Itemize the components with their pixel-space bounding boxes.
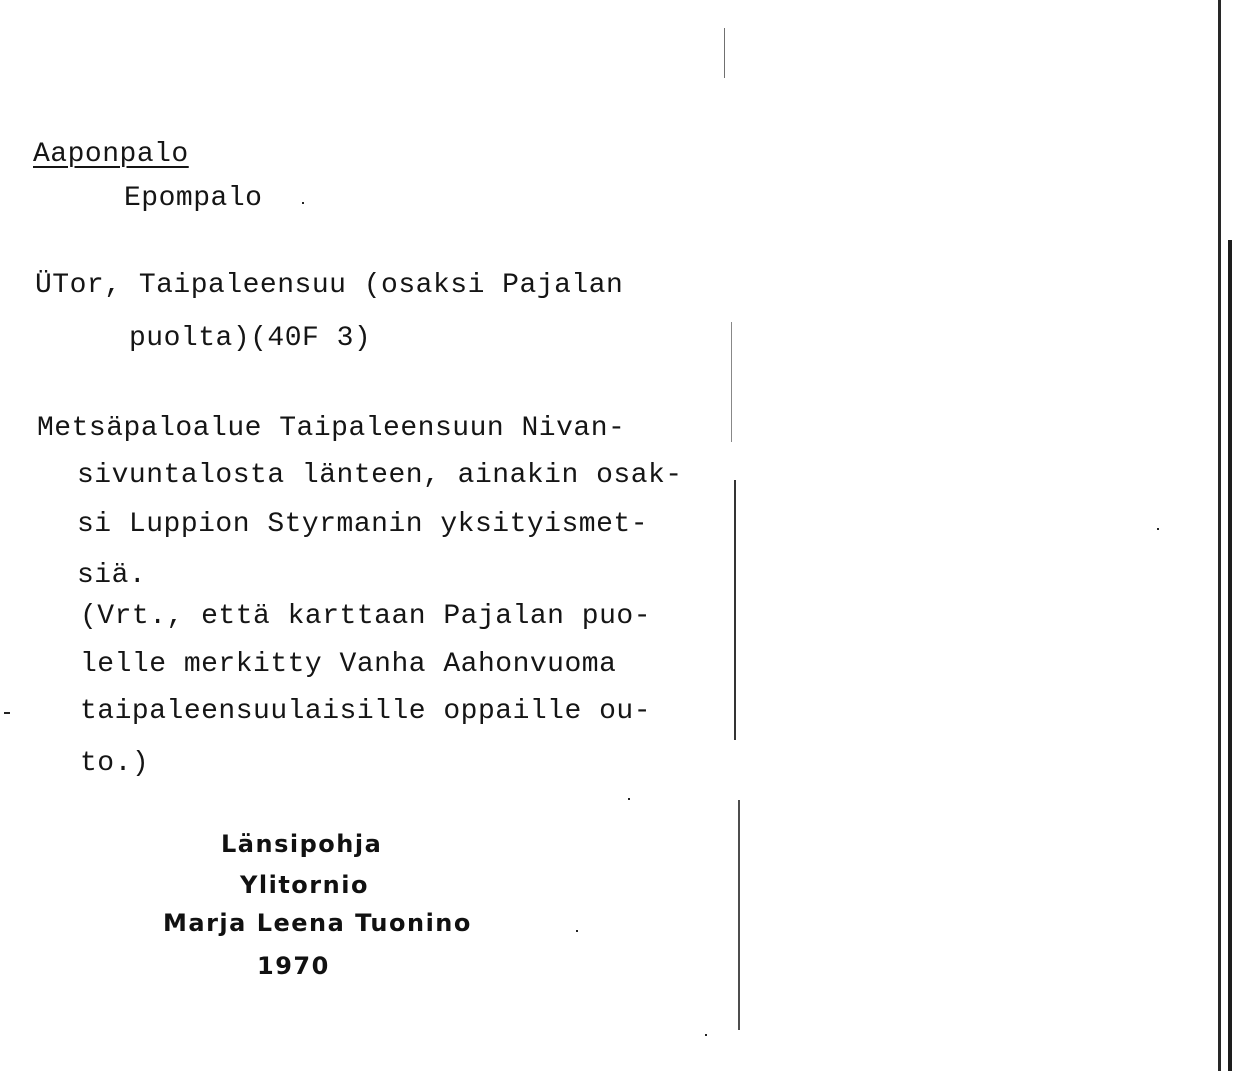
stamp-year: 1970 (257, 952, 330, 980)
location-line-2: puolta)(40F 3) (129, 323, 372, 354)
stamp-region: Länsipohja (221, 830, 383, 858)
fold-line-bottom (738, 800, 740, 1030)
description-line-8: to.) (80, 748, 150, 779)
speck (576, 930, 578, 932)
description-line-5: (Vrt., että karttaan Pajalan puo- (80, 601, 651, 632)
card-edge-shadow (1228, 240, 1232, 1071)
fold-line-lower (734, 480, 736, 740)
fold-line-mid (731, 322, 732, 442)
description-line-7: taipaleensuulaisille oppaille ou- (80, 696, 651, 727)
stamp-collector: Marja Leena Tuonino (163, 909, 472, 937)
description-line-4: siä. (77, 560, 147, 591)
speck (628, 798, 630, 800)
stamp-parish: Ylitornio (240, 871, 369, 899)
description-line-3: si Luppion Styrmanin yksityismet- (77, 509, 648, 540)
description-line-6: lelle merkitty Vanha Aahonvuoma (80, 649, 617, 680)
speck (302, 202, 304, 204)
headword: Aaponpalo (33, 139, 189, 170)
variant-name: Epompalo (124, 183, 263, 214)
speck (1157, 528, 1159, 530)
description-line-2: sivuntalosta länteen, ainakin osak- (77, 460, 683, 491)
card-edge (1218, 0, 1221, 1071)
speck (705, 1034, 707, 1036)
description-line-1: Metsäpaloalue Taipaleensuun Nivan- (37, 413, 626, 444)
location-line-1: ÜTor, Taipaleensuu (osaksi Pajalan (35, 270, 624, 301)
speck (4, 712, 10, 714)
fold-line-top (724, 28, 725, 78)
